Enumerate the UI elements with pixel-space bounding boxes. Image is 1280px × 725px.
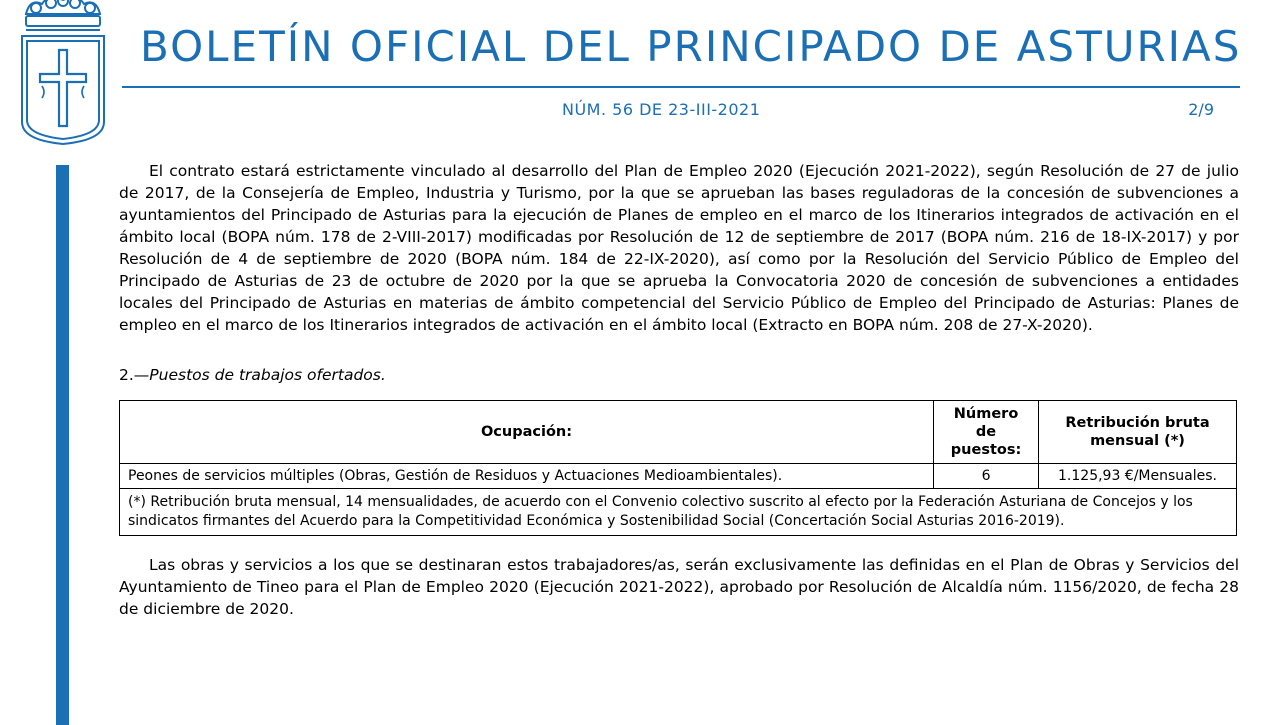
section-heading xyxy=(119,364,1239,386)
header-occupation: Ocupación: xyxy=(120,401,934,464)
table-header-row xyxy=(120,401,1237,464)
header-salary xyxy=(1039,401,1237,464)
cell-positions: 6 xyxy=(934,464,1039,489)
table-footnote: (*) Retribución bruta mensual, 14 mensualidades, de acuerdo con el Convenio colectivo suscrito al efecto por la Federación Asturiana de Concejos y los sindicatos firmantes del Acuerdo para la Competitividad Económica y Sostenibilidad Social (Concertación Social Asturias 2016-2019). xyxy=(120,489,1237,536)
cell-occupation: Peones de servicios múltiples (Obras, Gestión de Residuos y Actuaciones Medioambientales). xyxy=(120,464,934,489)
side-accent-bar xyxy=(56,165,69,725)
table-footnote-row xyxy=(120,489,1237,536)
masthead-divider xyxy=(122,86,1240,88)
document-body xyxy=(119,160,1239,620)
closing-paragraph: Las obras y servicios a los que se destinaran estos trabajadores/as, serán exclusivamente las definidas en el Plan de Obras y Servicios del Ayuntamiento de Tineo para el Plan de Empleo 2020 (Ejecución 2021-2022), aprobado por Resolución de Alcaldía núm. 1156/2020, de fecha 28 de diciembre de 2020. xyxy=(119,556,1239,618)
page-number: 2/9 xyxy=(1188,100,1214,119)
publication-title: BOLETÍN OFICIAL DEL PRINCIPADO DE ASTURIAS xyxy=(140,22,1242,71)
header-positions xyxy=(934,401,1039,464)
asturias-crest-icon xyxy=(18,0,108,146)
table-row xyxy=(120,464,1237,489)
issue-number: NÚM. 56 DE 23-III-2021 xyxy=(562,100,761,119)
header-positions-label: Número de puestos: xyxy=(950,406,1022,458)
cell-salary: 1.125,93 €/Mensuales. xyxy=(1039,464,1237,489)
intro-paragraph: El contrato estará estrictamente vinculado al desarrollo del Plan de Empleo 2020 (Ejecución 2021-2022), según Resolución de 27 de julio de 2017, de la Consejería de Empleo, Industria y Turismo, por la que se aprueban las bases reguladoras de la concesión de subvenciones a ayuntamientos del Principado de Asturias para la ejecución de Planes de empleo en el marco de los Itinerarios integrados de activación en el ámbito local (BOPA núm. 178 de 2-VIII-2017) modificadas por Resolución de 12 de septiembre de 2017 (BOPA núm. 216 de 18-IX-2017) y por Resolución de 4 de septiembre de 2020 (BOPA núm. 184 de 22-IX-2020), así como por la Resolución del Servicio Público de Empleo del Principado de Asturias de 23 de octubre de 2020 por la que se aprueba la Convocatoria 2020 de concesión de subvenciones a entidades locales del Principado de Asturias en materias de ámbito competencial del Servicio Público de Empleo del Principado de Asturias: Planes de empleo en el marco de los Itinerarios integrados de activación en el ámbito local (Extracto en BOPA núm. 208 de 27-X-2020). xyxy=(119,162,1239,334)
header-salary-label: Retribución bruta mensual (*) xyxy=(1065,415,1210,449)
job-positions-table xyxy=(119,400,1237,536)
section-title: Puestos de trabajos ofertados. xyxy=(149,366,386,384)
section-number: 2.— xyxy=(119,366,150,384)
